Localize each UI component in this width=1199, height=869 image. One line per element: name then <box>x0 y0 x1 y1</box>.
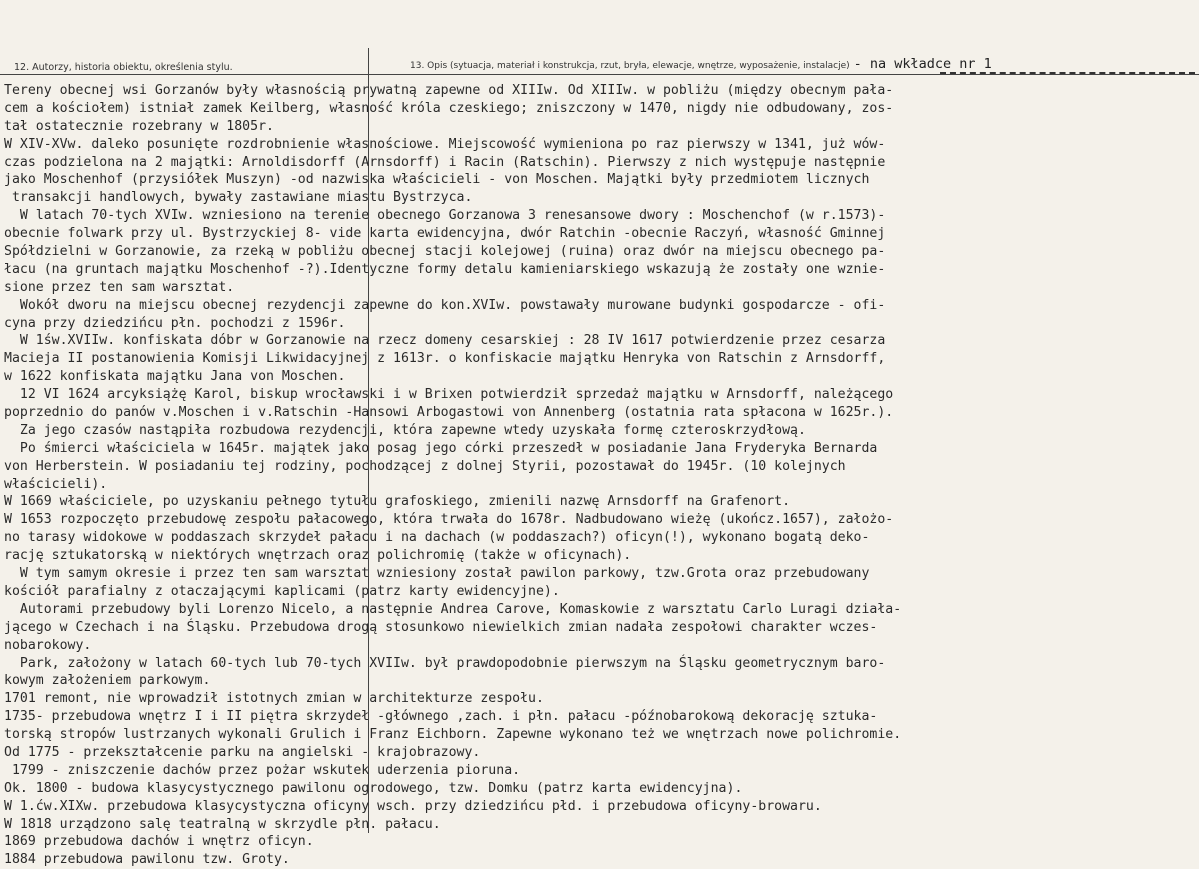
text-line: W 1818 urządzono salę teatralną w skrzydle płn. pałacu. <box>4 816 441 832</box>
text-line: łacu (na gruntach majątku Moschenhof -?).Identyczne formy detalu kamieniarskiego wskazują że zostały one wznie- <box>4 261 886 277</box>
text-line: 1799 - zniszczenie dachów przez pożar wskutek uderzenia pioruna. <box>4 762 521 778</box>
text-line: W 1św.XVIIw. konfiskata dóbr w Gorzanowie na rzecz domeny cesarskiej : 28 IV 1617 potwierdzenie przez cesarza <box>4 333 886 349</box>
text-line: obecnie folwark przy ul. Bystrzyckiej 8- vide karta ewidencyjna, dwór Ratchin -obecnie Raczyń, własność Gminnej <box>4 226 886 242</box>
text-line: Ok. 1800 - budowa klasycystycznego pawilonu ogrodowego, tzw. Domku (patrz karta ewidencyjna). <box>4 780 743 796</box>
text-line: Park, założony w latach 60-tych lub 70-tych XVIIw. był prawdopodobnie pierwszym na Śląsku geometrycznym baro- <box>4 655 886 671</box>
text-line: właścicieli). <box>4 476 108 492</box>
text-line: W XIV-XVw. daleko posunięte rozdrobnienie własnościowe. Miejscowość wymieniona po raz pierwszy w 1341, już wów- <box>4 136 886 152</box>
text-line: W 1653 rozpoczęto przebudowę zespołu pałacowego, która trwała do 1678r. Nadbudowano wieżę (ukończ.1657), założo- <box>4 512 894 528</box>
text-line: cyna przy dziedzińcu płn. pochodzi z 1596r. <box>4 315 346 331</box>
text-line: Macieja II postanowienia Komisji Likwidacyjnej z 1613r. o konfiskacie majątku Henryka von Ratschin z Arnsdorff, <box>4 351 886 367</box>
text-line: 12 VI 1624 arcyksiążę Karol, biskup wrocławski i w Brixen potwierdził sprzedaż majątku w Arnsdorff, należącego <box>4 387 894 403</box>
history-text <box>4 82 1199 869</box>
text-line: von Herberstein. W posiadaniu tej rodziny, pochodzącej z dolnej Styrii, pozostawał do 1945r. (10 kolejnych <box>4 458 846 474</box>
text-line: jako Moschenhof (przysiółek Muszyn) -od nazwiska właścicieli - von Moschen. Majątki były przedmiotem licznych <box>4 172 870 188</box>
text-line: Autorami przebudowy byli Lorenzo Nicelo, a następnie Andrea Carove, Komaskowie z warsztatu Carlo Luragi działa- <box>4 601 902 617</box>
section-12-label: 12. Autorzy, historia obiektu, określenia stylu. <box>14 62 233 73</box>
text-line: nobarokowy. <box>4 637 92 653</box>
text-line: 1701 remont, nie wprowadził istotnych zmian w architekturze zespołu. <box>4 691 544 707</box>
dashed-underline <box>940 72 1195 74</box>
insert-reference-note: - na wkładce nr 1 <box>853 56 992 72</box>
text-line: czas podzielona na 2 majątki: Arnoldisdorff (Arnsdorff) i Racin (Ratschin). Pierwszy z nich występuje następnie <box>4 154 886 170</box>
text-line: Wokół dworu na miejscu obecnej rezydencji zapewne do kon.XVIw. powstawały murowane budynki gospodarcze - ofi- <box>4 297 886 313</box>
text-line: Od 1775 - przekształcenie parku na angielski - krajobrazowy. <box>4 744 481 760</box>
section-13-label <box>410 56 992 72</box>
text-line: W 1.ćw.XIXw. przebudowa klasycystyczna oficyny wsch. przy dziedzińcu płd. i przebudowa oficyny-browaru. <box>4 798 822 814</box>
section-13-label-text: 13. Opis (sytuacja, materiał i konstrukcja, rzut, bryła, elewacje, wnętrze, wyposażenie, instalacje) <box>410 61 850 71</box>
text-line: transakcji handlowych, bywały zastawiane miastu Bystrzyca. <box>4 190 473 206</box>
header-divider <box>0 74 1199 75</box>
text-line: 1869 przebudowa dachów i wnętrz oficyn. <box>4 834 314 850</box>
text-line: no tarasy widokowe w poddaszach skrzydeł pałacu i na dachach (w poddaszach?) oficyn(!), wykonano bogatą deko- <box>4 530 870 546</box>
text-line: Za jego czasów nastąpiła rozbudowa rezydencji, która zapewne wtedy uzyskała formę czteroskrzydłową. <box>4 422 806 438</box>
text-line: jącego w Czechach i na Śląsku. Przebudowa drogą stosunkowo niewielkich zmian nadała zespołowi charakter wczes- <box>4 619 878 635</box>
text-line: cem a kościołem) istniał zamek Keilberg, własność króla czeskiego; zniszczony w 1470, nigdy nie odbudowany, zos- <box>4 100 894 116</box>
text-line: W latach 70-tych XVIw. wzniesiono na terenie obecnego Gorzanowa 3 renesansowe dwory : Moschenchof (w r.1573)- <box>4 208 886 224</box>
text-line: Spółdzielni w Gorzanowie, za rzeką w pobliżu obecnej stacji kolejowej (ruina) oraz dwór na miejscu obecnego pa- <box>4 244 886 260</box>
text-line: Tereny obecnej wsi Gorzanów były własnością prywatną zapewne od XIIIw. Od XIIIw. w pobliżu (między obecnym pała- <box>4 83 894 98</box>
text-line: torską stropów lustrzanych wykonali Grulich i Franz Eichborn. Zapewne wykonano też we wnętrzach nowe polichromie. <box>4 727 902 743</box>
text-line: 1884 przebudowa pawilonu tzw. Groty. <box>4 852 290 868</box>
text-line: tał ostatecznie rozebrany w 1805r. <box>4 118 274 134</box>
text-line: kowym założeniem parkowym. <box>4 673 211 689</box>
text-line: W 1669 właściciele, po uzyskaniu pełnego tytułu grafoskiego, zmienili nazwę Arnsdorff na Grafenort. <box>4 494 791 510</box>
text-line: rację sztukatorską w niektórych wnętrzach oraz polichromię (także w oficynach). <box>4 548 632 564</box>
text-line: Po śmierci właściciela w 1645r. majątek jako posag jego córki przeszedł w posiadanie Jana Fryderyka Bernarda <box>4 440 878 456</box>
text-line: W tym samym okresie i przez ten sam warsztat wzniesiony został pawilon parkowy, tzw.Grota oraz przebudowany <box>4 566 870 582</box>
text-line: kościół parafialny z otaczającymi kaplicami (patrz karty ewidencyjne). <box>4 583 560 599</box>
text-line: poprzednio do panów v.Moschen i v.Ratschin -Hansowi Arbogastowi von Annenberg (ostatnia rata spłacona w 1625r.). <box>4 405 894 421</box>
text-line: w 1622 konfiskata majątku Jana von Moschen. <box>4 369 346 385</box>
text-line: 1735- przebudowa wnętrz I i II piętra skrzydeł -głównego ,zach. i płn. pałacu -późnobarokową dekorację sztuka- <box>4 709 878 725</box>
text-line: sione przez ten sam warsztat. <box>4 279 235 295</box>
